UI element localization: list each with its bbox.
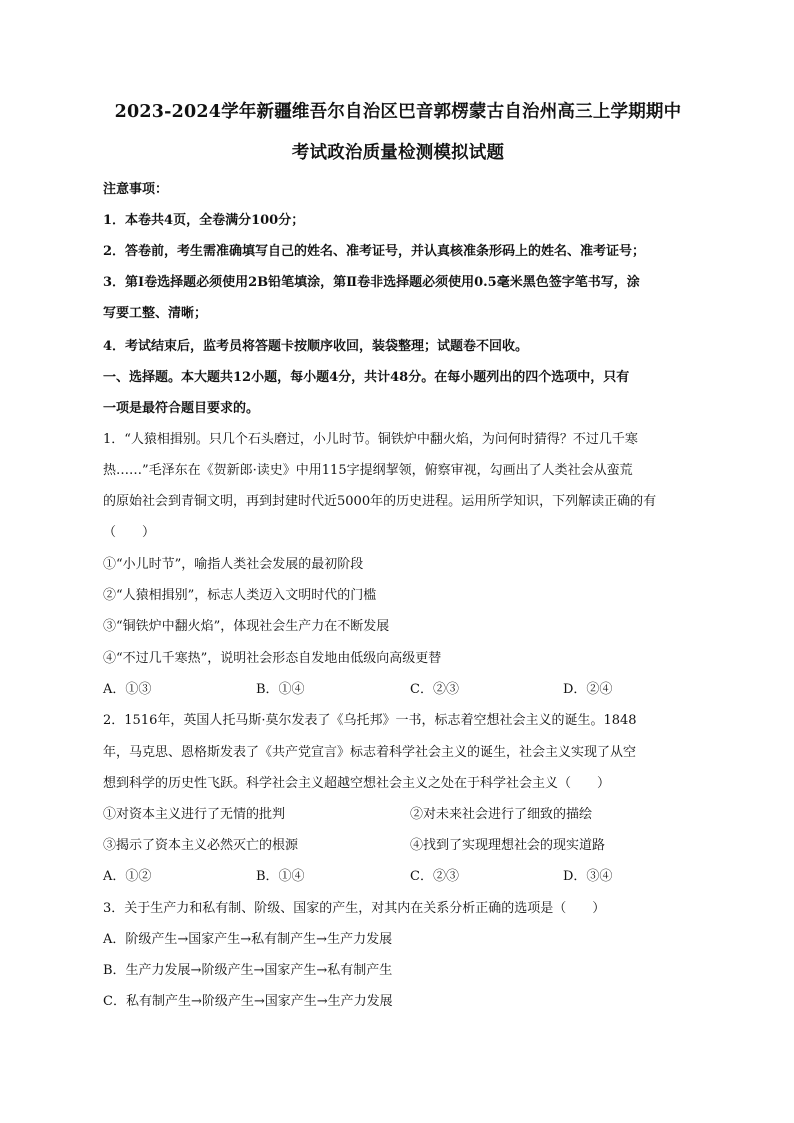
question-1-stem-line-3: 的原始社会到青铜文明，再到封建时代近5000年的历史进程。运用所学知识，下列解读正确的有 [103, 494, 657, 509]
question-3-option-c: C．私有制产生→阶级产生→国家产生→生产力发展 [103, 994, 393, 1009]
question-1-stem-line-2: 热……”毛泽东在《贺新郎·读史》中用115字提纲挈领，俯察审视，勾画出了人类社会从蛮荒 [103, 463, 633, 478]
question-2-option-a: A．①② [103, 869, 152, 884]
question-1-option-b: B．①④ [256, 682, 305, 697]
question-1-statement-4: ④“不过几千寒热”，说明社会形态自发地由低级向高级更替 [103, 651, 442, 666]
question-3-stem: 3．关于生产力和私有制、阶级、国家的产生，对其内在关系分析正确的选项是（ ） [103, 901, 606, 916]
notice-heading: 注意事项： [103, 182, 169, 197]
question-2-stem-line-2: 年，马克思、恩格斯发表了《共产党宣言》标志着科学社会主义的诞生，社会主义实现了从空 [103, 745, 637, 760]
section-1-heading-line-1: 一、选择题。本大题共12小题，每小题4分，共计48分。在每小题列出的四个选项中，只有 [103, 370, 630, 385]
question-1-statement-3: ③“铜铁炉中翻火焰”，体现社会生产力在不断发展 [103, 619, 390, 634]
question-2-stem-line-1: 2．1516年，英国人托马斯·莫尔发表了《乌托邦》一书，标志着空想社会主义的诞生。1848 [103, 713, 637, 728]
question-3-option-b: B．生产力发展→阶级产生→国家产生→私有制产生 [103, 963, 393, 978]
exam-title-line-1: 2023-2024学年新疆维吾尔自治区巴音郭楞蒙古自治州高三上学期期中 [114, 102, 682, 122]
question-2-option-d: D．③④ [563, 869, 613, 884]
notice-item-2: 2．答卷前，考生需准确填写自己的姓名、准考证号，并认真核准条形码上的姓名、准考证号； [103, 244, 646, 259]
question-2-option-c: C．②③ [410, 869, 459, 884]
question-2-statement-2: ②对未来社会进行了细致的描绘 [410, 807, 593, 822]
question-3-option-a: A．阶级产生→国家产生→私有制产生→生产力发展 [103, 932, 393, 947]
question-1-stem-line-4: （ ） [103, 525, 156, 540]
question-1-stem-line-1: 1．“人猿相揖别。只几个石头磨过，小儿时节。铜铁炉中翻火焰，为问何时猜得？不过几千寒 [103, 432, 638, 447]
question-2-statement-4: ④找到了实现理想社会的现实道路 [410, 838, 606, 853]
question-2-option-b: B．①④ [256, 869, 305, 884]
question-1-option-d: D．②④ [563, 682, 613, 697]
question-1-statement-1: ①“小儿时节”，喻指人类社会发展的最初阶段 [103, 557, 364, 572]
notice-item-1: 1．本卷共4页，全卷满分100分； [103, 213, 305, 228]
question-2-statement-1: ①对资本主义进行了无情的批判 [103, 807, 286, 822]
question-1-statement-2: ②“人猿相揖别”，标志人类迈入文明时代的门槛 [103, 588, 377, 603]
notice-item-3-line-2: 写要工整、清晰； [103, 306, 208, 321]
question-1-option-a: A．①③ [103, 682, 152, 697]
question-2-statement-3: ③揭示了资本主义必然灭亡的根源 [103, 838, 299, 853]
exam-title-line-2: 考试政治质量检测模拟试题 [291, 143, 505, 163]
notice-item-3-line-1: 3．第Ⅰ卷选择题必须使用2B铅笔填涂，第Ⅱ卷非选择题必须使用0.5毫米黑色签字笔书写，涂 [103, 275, 640, 290]
section-1-heading-line-2: 一项是最符合题目要求的。 [103, 401, 260, 416]
question-2-stem-line-3: 想到科学的历史性飞跃。科学社会主义超越空想社会主义之处在于科学社会主义（ ） [103, 776, 611, 791]
notice-item-4: 4．考试结束后，监考员将答题卡按顺序收回，装袋整理；试题卷不回收。 [103, 339, 529, 354]
question-1-option-c: C．②③ [410, 682, 459, 697]
